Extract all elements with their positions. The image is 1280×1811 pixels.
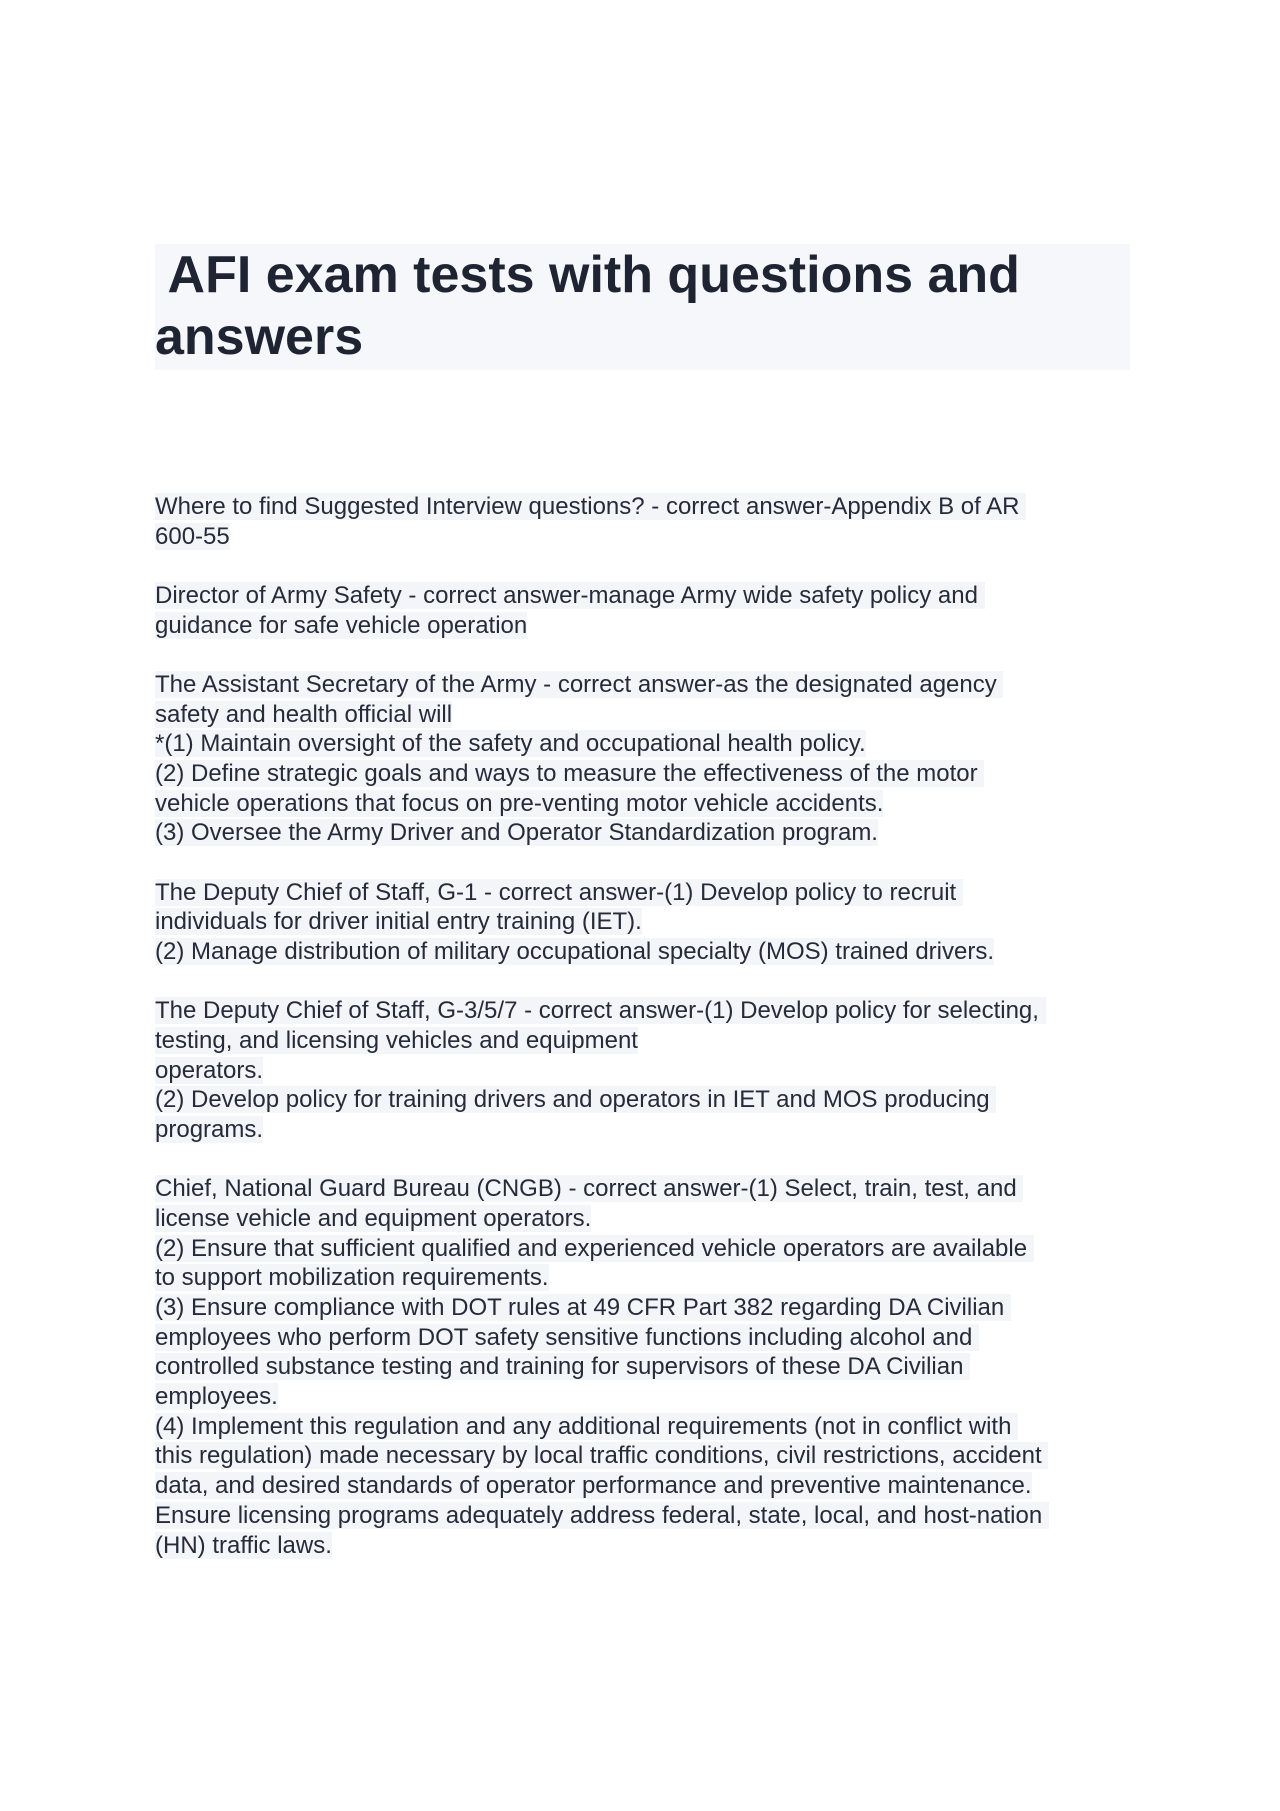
qa-line <box>155 907 1135 937</box>
qa-line <box>155 729 1135 759</box>
qa-line-text: (2) Ensure that sufficient qualified and experienced vehicle operators are available <box>155 1234 1034 1262</box>
qa-line <box>155 1323 1135 1353</box>
qa-line <box>155 1441 1135 1471</box>
qa-line-text: license vehicle and equipment operators. <box>155 1204 592 1232</box>
qa-line-text: *(1) Maintain oversight of the safety and occupational health policy. <box>155 730 866 758</box>
qa-line-text: The Deputy Chief of Staff, G-3/5/7 - correct answer-(1) Develop policy for selecting, <box>155 997 1046 1025</box>
qa-line-text: individuals for driver initial entry training (IET). <box>155 908 642 936</box>
qa-line-text: (3) Ensure compliance with DOT rules at 49 CFR Part 382 regarding DA Civilian <box>155 1293 1011 1321</box>
qa-line <box>155 1026 1135 1056</box>
qa-line-text: controlled substance testing and training for supervisors of these DA Civilian <box>155 1353 971 1381</box>
qa-line <box>155 492 1135 522</box>
qa-line-text: operators. <box>155 1056 264 1084</box>
qa-line-text: (4) Implement this regulation and any additional requirements (not in conflict with <box>155 1412 1019 1440</box>
qa-line <box>155 1382 1135 1412</box>
qa-line-text: data, and desired standards of operator performance and preventive maintenance. <box>155 1472 1032 1500</box>
qa-line <box>155 759 1135 789</box>
title-block <box>155 244 1130 370</box>
qa-item <box>155 878 1135 967</box>
qa-line-text: (2) Define strategic goals and ways to measure the effectiveness of the motor <box>155 759 985 787</box>
qa-line-text: programs. <box>155 1115 264 1143</box>
qa-line-text: The Assistant Secretary of the Army - correct answer-as the designated agency <box>155 670 1004 698</box>
qa-content <box>155 492 1135 1590</box>
qa-line <box>155 937 1135 967</box>
qa-line-text: Director of Army Safety - correct answer-manage Army wide safety policy and <box>155 581 985 609</box>
qa-item <box>155 670 1135 848</box>
qa-line-text: to support mobilization requirements. <box>155 1264 549 1292</box>
document-title <box>155 244 1130 370</box>
qa-item <box>155 996 1135 1145</box>
qa-line-text: this regulation) made necessary by local traffic conditions, civil restrictions, accident <box>155 1442 1049 1470</box>
qa-line-text: (2) Manage distribution of military occupational specialty (MOS) trained drivers. <box>155 937 995 965</box>
qa-line <box>155 878 1135 908</box>
qa-line <box>155 1174 1135 1204</box>
qa-line-text: employees. <box>155 1383 278 1411</box>
qa-line <box>155 1056 1135 1086</box>
qa-line-text: (3) Oversee the Army Driver and Operator Standardization program. <box>155 819 878 847</box>
qa-line-text: safety and health official will <box>155 700 453 728</box>
qa-line <box>155 1352 1135 1382</box>
qa-line <box>155 581 1135 611</box>
qa-line <box>155 522 1135 552</box>
qa-line <box>155 1531 1135 1561</box>
qa-line-text: employees who perform DOT safety sensitive functions including alcohol and <box>155 1323 979 1351</box>
qa-line-text: vehicle operations that focus on pre-venting motor vehicle accidents. <box>155 789 884 817</box>
qa-line <box>155 670 1135 700</box>
qa-item <box>155 581 1135 640</box>
qa-line-text: guidance for safe vehicle operation <box>155 611 528 639</box>
qa-line-text: Chief, National Guard Bureau (CNGB) - correct answer-(1) Select, train, test, and <box>155 1175 1024 1203</box>
title-line-2: answers <box>155 308 364 366</box>
qa-item <box>155 492 1135 551</box>
qa-line <box>155 1085 1135 1115</box>
qa-line <box>155 1412 1135 1442</box>
qa-line-text: Ensure licensing programs adequately address federal, state, local, and host-nation <box>155 1501 1049 1529</box>
qa-line <box>155 1471 1135 1501</box>
qa-item <box>155 1174 1135 1560</box>
qa-line-text: (2) Develop policy for training drivers and operators in IET and MOS producing <box>155 1086 997 1114</box>
qa-line-text: (HN) traffic laws. <box>155 1531 332 1559</box>
qa-line <box>155 700 1135 730</box>
qa-line-text: 600-55 <box>155 522 230 550</box>
title-line-1: AFI exam tests with questions and <box>155 246 1020 304</box>
qa-line-text: Where to find Suggested Interview questions? - correct answer-Appendix B of AR <box>155 493 1027 520</box>
qa-line <box>155 1204 1135 1234</box>
qa-line <box>155 1501 1135 1531</box>
qa-line <box>155 1263 1135 1293</box>
qa-line <box>155 818 1135 848</box>
qa-line <box>155 1234 1135 1264</box>
qa-line-text: testing, and licensing vehicles and equipment <box>155 1026 638 1054</box>
qa-line <box>155 1115 1135 1145</box>
qa-line <box>155 789 1135 819</box>
qa-line <box>155 1293 1135 1323</box>
qa-line-text: The Deputy Chief of Staff, G-1 - correct answer-(1) Develop policy to recruit <box>155 878 963 906</box>
qa-line <box>155 996 1135 1026</box>
qa-line <box>155 611 1135 641</box>
